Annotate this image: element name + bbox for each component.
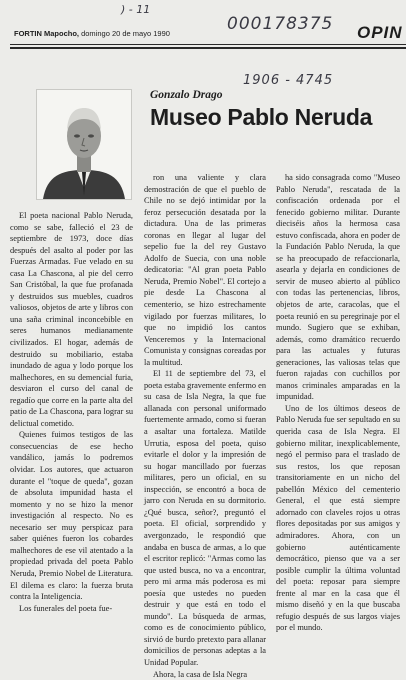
article-column-1 xyxy=(10,210,133,614)
paragraph: Ahora, la casa de Isla Negra xyxy=(153,669,248,679)
paragraph: Los funerales del poeta fue- xyxy=(19,603,113,613)
publication-name: FORTIN Mapocho, xyxy=(14,29,79,38)
paragraph: Uno de los últimos deseos de Pablo Neruda fue ser sepultado en su querida casa de Isla Negra. El gobierno militar, inexplicablemente, negó el permiso para el traslado de sus restos, los que reposan transitoriamente en un nicho del pabellón México del cementerio General, el que está siempre adornado con claveles rojos u otras flores depositadas por sus amigos y admiradores. Ahora, con un gobierno auténticamente democrático, pienso que va a ser posible cumplir la última voluntad del poeta: reposar para siempre frente al mar en la casa que él mismo diseñó y en la que buscaba refugio después de sus largos viajes por el mundo. xyxy=(276,403,400,633)
handwritten-mark: ) - 11 xyxy=(121,3,151,16)
article-column-3 xyxy=(276,172,400,634)
article-byline: Gonzalo Drago xyxy=(150,89,223,101)
paragraph: Quienes fuimos testigos de las consecuencias de ese hecho vandálico, jamás lo podremos olvidar. Los autores, que actuaron durante el "toque de queda", gozan de absoluta impunidad hasta el momento y no se hizo la menor investigación al respecto. No es necesario ser muy perspicaz para saber quiénes fueron los cobardes malhechores de ese vil atentado a la propiedad privada del poeta Pablo Neruda, Premio Nobel de Literatura. El dilema es claro: la fuerza bruta contra la Inteligencia. xyxy=(10,430,133,602)
section-label: OPIN xyxy=(357,23,403,42)
publication-date: domingo 20 de mayo 1990 xyxy=(81,29,170,38)
masthead-rule xyxy=(10,44,406,45)
masthead-rule-thick xyxy=(10,47,406,49)
handwritten-date-note: 1906 - 4745 xyxy=(243,73,334,88)
author-photo xyxy=(36,89,132,200)
handwritten-serial-number: 000178375 xyxy=(227,14,334,34)
paragraph: ron una valiente y clara demostración de que el pueblo de Chile no se dejó intimidar por la feroz persecución desatada por la dictadura. Una de las primeras coronas en llegar al lugar del sepelio fue la del rey Gustavo Adolfo de Suecia, con una noble dedicatoria: "Al gran poeta Pablo Neruda, Premio Nobel". El cortejo a pie desde La Chascona al cementerio, se hizo estrechamente vigilado por fuerzas militares, lo que no impidió los cantos Venceremos y la Internacional Comunista y consignas coreadas por la multitud. xyxy=(144,173,266,367)
author-portrait-image xyxy=(37,90,131,199)
article-headline: Museo Pablo Neruda xyxy=(150,104,373,130)
publication-line xyxy=(14,29,170,38)
paragraph: El 11 de septiembre del 73, el poeta estaba gravemente enfermo en su casa de Isla Negra, la que fue allanada con personal uniformado fuertemente armado, como si fueran a asaltar una fortaleza. Matilde Urrutia, esposa del poeta, quiso evitarle el dolor y la impresión de su hogar mancillado por fuerzas militares, pero un oficial, en su inspección, se encontró a boca de jarro con Neruda en su dormitorio. ¿Qué busca, señor?, preguntó el poeta. El oficial, sorprendido y avergonzado, le respondió que andaba en busca de armas, a lo que el escritor replicó: "Armas como las que usted busca, no va a encontrar, pero mi arma más poderosa es mi poesía que ustedes no pueden destruir y que está en todo el mundo". La búsqueda de armas, como es de conocimiento público, sirvió de burdo pretexto para allanar domicilios de personas adeptas a la Unidad Popular. xyxy=(144,369,266,667)
article-column-2 xyxy=(144,172,266,680)
paragraph: El poeta nacional Pablo Neruda, como se sabe, falleció el 23 de septiembre de 1973, doce días después del asalto al poder por las Fuerzas Armadas. Fue velado en su casa La Chascona, al pie del cerro San Cristóbal, la que fue profanada y destruidos sus muebles, cuadros valiosos, objetos de arte y libros con una saña criminal inconcebible en seres humanos medianamente civilizados. El hogar, además de destruido su mobiliario, estaba inundado de agua y lodo porque los malhechores, en su demencial furia, desviaron el curso del canal de regadío que corre en la parte alta del patio de La Chascona, para lograr su delictual cometido. xyxy=(10,211,133,428)
paragraph: ha sido consagrada como "Museo Pablo Neruda", rescatada de la confiscación ordenada por el fenecido gobierno militar. Durante dieciséis años la hermosa casa estuvo confiscada, ahora en poder de la Fundación Pablo Neruda, la que se ha preocupado de refaccionarla, asearla y dejarla en condiciones de servir de museo abierto al público con todas las pertenencias, libros, objetos de arte, caracolas, que el poeta reunió en su peregrinaje por el mundo. Sugiero que se exhiban, además, como dramático recuerdo para las actuales y futuras generaciones, las valiosas telas que fueron rajadas con cuchillos por manos criminales amparadas en la impunidad. xyxy=(276,173,400,402)
